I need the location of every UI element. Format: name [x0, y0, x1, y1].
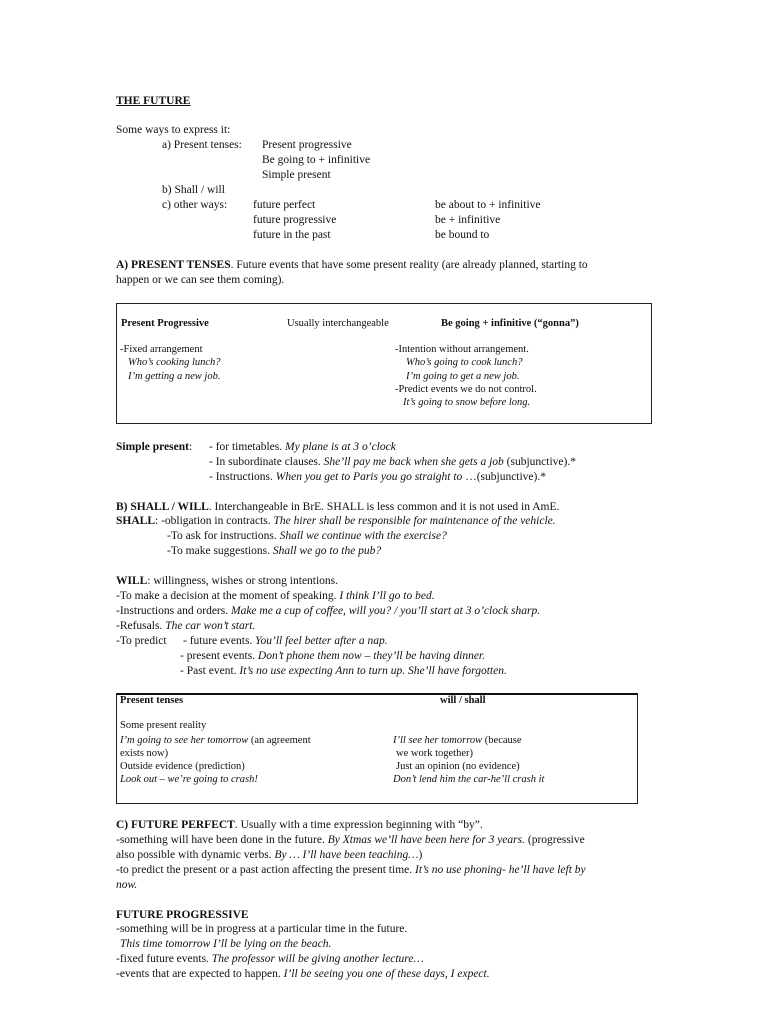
will-line: - Past event. It’s no use expecting Ann to turn up. She’ll have forgotten. — [180, 665, 507, 677]
box2-left-line: exists now) — [120, 748, 169, 759]
section-c-line: -something will have been done in the future. By Xtmas we’ll have been here for 3 years. (progressive — [116, 834, 585, 846]
box1-right-line: I’m going to get a new job. — [406, 371, 520, 382]
section-c-line: also possible with dynamic verbs. By … I’ll have been teaching…) — [116, 849, 423, 861]
will-line: - future events. You’ll feel better after a nap. — [183, 635, 388, 647]
simple-present-label: Simple present — [116, 441, 189, 453]
section-a-heading: A) PRESENT TENSES — [116, 259, 231, 271]
box2-right-heading: will / shall — [440, 695, 486, 706]
box2-left-line: I’m going to see her tomorrow (an agreement — [120, 735, 311, 746]
box1-right-line: -Predict events we do not control. — [395, 384, 537, 395]
box2-right-line: Just an opinion (no evidence) — [396, 761, 520, 772]
box2-right-line: Don’t lend him the car-he’ll crash it — [393, 774, 545, 785]
section-b-heading: B) SHALL / WILL — [116, 501, 209, 513]
will-label: WILL — [116, 575, 148, 587]
intro-c-label: c) other ways: — [162, 199, 228, 211]
intro-a-item: Present progressive — [262, 139, 352, 151]
section-a-line: A) PRESENT TENSES. Future events that have some present reality (are already planned, starting to — [116, 259, 588, 271]
will-line: -To predict — [116, 635, 167, 647]
intro-c-item: future progressive — [253, 214, 337, 226]
future-progressive-line: This time tomorrow I’ll be lying on the beach. — [120, 938, 332, 950]
comparison-box-present-vs-will — [116, 693, 638, 804]
will-line: -Refusals. The car won’t start. — [116, 620, 256, 632]
section-b-line: B) SHALL / WILL. Interchangeable in BrE. SHALL is less common and it is not used in AmE. — [116, 501, 560, 513]
will-line: -Instructions and orders. Make me a cup of coffee, will you? / you’ll start at 3 o’clock sharp. — [116, 605, 541, 617]
future-progressive-heading: FUTURE PROGRESSIVE — [116, 909, 249, 921]
future-progressive-line: -events that are expected to happen. I’ll be seeing you one of these days, I expect. — [116, 968, 490, 980]
intro-c-item: future perfect — [253, 199, 316, 211]
simple-present-line: - In subordinate clauses. She’ll pay me back when she gets a job (subjunctive).* — [209, 456, 576, 468]
future-progressive-line: -something will be in progress at a particular time in the future. — [116, 923, 408, 935]
box1-right-line: It’s going to snow before long. — [403, 397, 531, 408]
box1-right-heading: Be going + infinitive (“gonna”) — [441, 318, 579, 329]
box1-left-line: I’m getting a new job. — [128, 371, 221, 382]
intro-a-label: a) Present tenses: — [162, 139, 242, 151]
section-c-line: C) FUTURE PERFECT. Usually with a time expression beginning with “by”. — [116, 819, 483, 831]
shall-line: -To make suggestions. Shall we go to the pub? — [167, 545, 382, 557]
document-title: THE FUTURE — [116, 95, 191, 107]
box2-right-line: we work together) — [396, 748, 473, 759]
future-progressive-line: -fixed future events. The professor will be giving another lecture… — [116, 953, 424, 965]
will-line: - present events. Don’t phone them now – they’ll be having dinner. — [180, 650, 486, 662]
intro-c-item: be + infinitive — [435, 214, 501, 226]
intro-b-label: b) Shall / will — [162, 184, 225, 196]
box2-left-line: Some present reality — [120, 720, 207, 731]
box1-left-line: -Fixed arrangement — [120, 344, 203, 355]
shall-line: -To ask for instructions. Shall we continue with the exercise? — [167, 530, 447, 542]
will-line: -To make a decision at the moment of speaking. I think I’ll go to bed. — [116, 590, 435, 602]
box2-left-heading: Present tenses — [120, 695, 184, 706]
box1-right-line: Who’s going to cook lunch? — [406, 357, 523, 368]
box1-mid-heading: Usually interchangeable — [287, 318, 389, 329]
section-c-line: -to predict the present or a past action affecting the present time. It’s no use phoning- he’ll have left by — [116, 864, 586, 876]
intro-c-item: be bound to — [435, 229, 490, 241]
intro-c-item: be about to + infinitive — [435, 199, 541, 211]
simple-present-label-line: Simple present: — [116, 441, 193, 453]
box1-left-line: Who’s cooking lunch? — [128, 357, 221, 368]
intro-a-item: Be going to + infinitive — [262, 154, 371, 166]
box2-left-line: Look out – we’re going to crash! — [120, 774, 258, 785]
intro-a-item: Simple present — [262, 169, 331, 181]
shall-line: SHALL: -obligation in contracts. The hirer shall be responsible for maintenance of the vehicle. — [116, 515, 556, 527]
box2-right-line: I’ll see her tomorrow (because — [393, 735, 522, 746]
shall-label: SHALL — [116, 515, 155, 527]
simple-present-line: - for timetables. My plane is at 3 o’clock — [209, 441, 396, 453]
section-c-line: now. — [116, 879, 138, 891]
intro-lead: Some ways to express it: — [116, 124, 231, 136]
section-c-heading: C) FUTURE PERFECT — [116, 819, 235, 831]
box1-right-line: -Intention without arrangement. — [395, 344, 529, 355]
intro-c-item: future in the past — [253, 229, 331, 241]
section-a-line: happen or we can see them coming). — [116, 274, 285, 286]
will-line: WILL: willingness, wishes or strong intentions. — [116, 575, 339, 587]
box2-left-line: Outside evidence (prediction) — [120, 761, 245, 772]
box1-left-heading: Present Progressive — [121, 318, 209, 329]
simple-present-line: - Instructions. When you get to Paris you go straight to …(subjunctive).* — [209, 471, 546, 483]
